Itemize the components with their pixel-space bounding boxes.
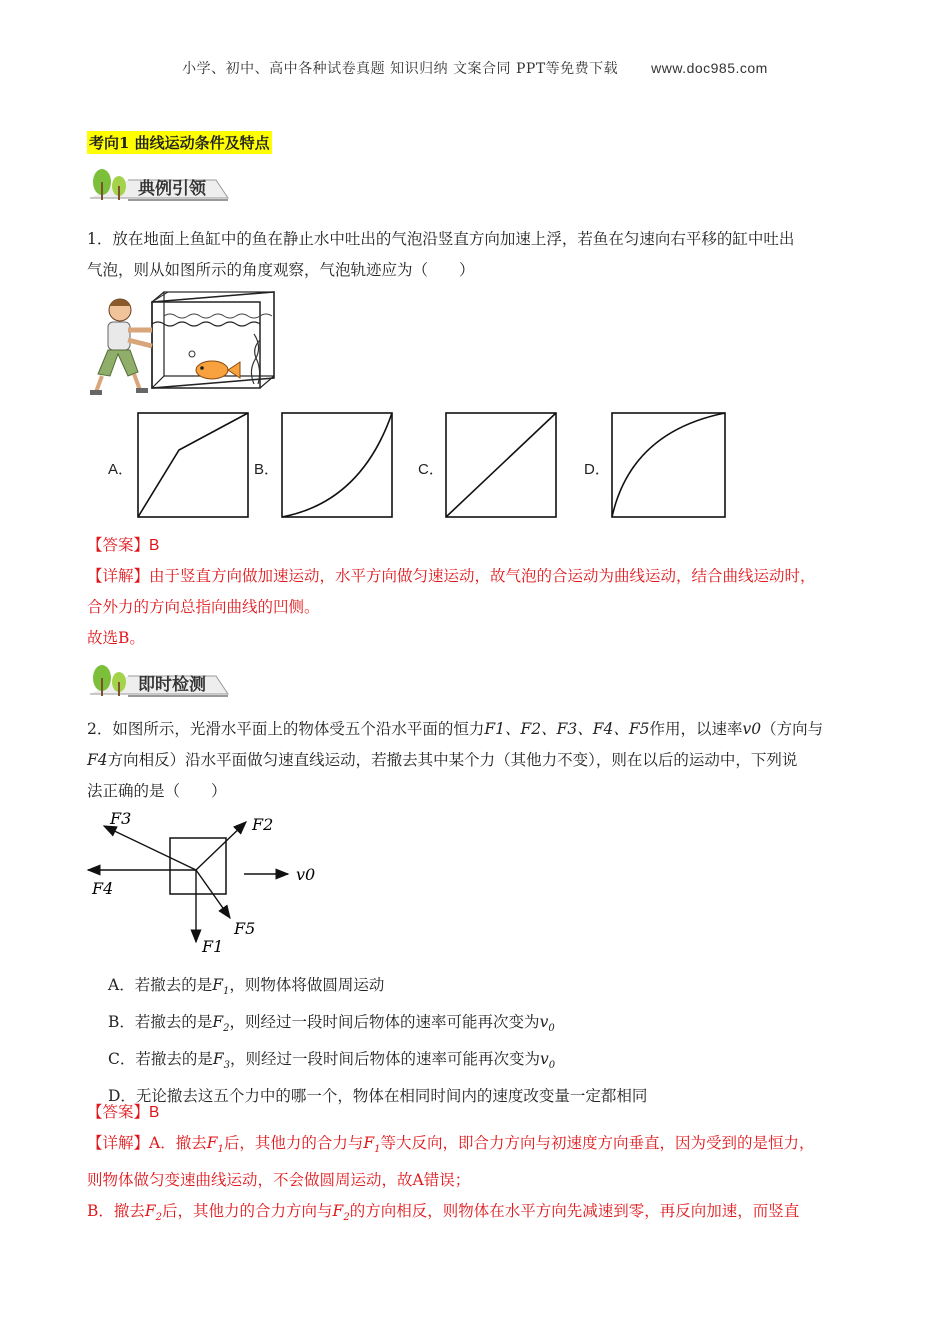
q2-option-b[interactable]: [108, 1007, 868, 1044]
header-text: 小学、初中、高中各种试卷真题 知识归纳 文案合同 PPT等免费下载: [182, 61, 619, 77]
q2-detail-b-3: 的方向相反，则物体在水平方向先减速到零，再反向加速，而竖直: [349, 1202, 800, 1221]
q2-detail-a-line1: [87, 1128, 877, 1165]
banner-check-label: 即时检测: [138, 675, 206, 695]
q2-detail-b-line1: [87, 1196, 877, 1233]
q2-answer: [87, 1097, 877, 1128]
q2-option-c-sub: 3: [223, 1060, 231, 1072]
q2-stem: [87, 714, 877, 807]
label-v0: v0: [296, 865, 316, 884]
q2-line1: [87, 714, 877, 745]
q2-answer-block: [87, 1097, 877, 1233]
f2-arrow: [196, 822, 246, 870]
section-title: 考向1 曲线运动条件及特点: [87, 131, 272, 154]
q2-detail-a-f1: F: [206, 1134, 218, 1152]
q2-detail-b-f2: F: [144, 1202, 156, 1221]
q2-detail-a-sub1: 1: [217, 1144, 224, 1156]
q2-answer-value: B: [149, 1104, 160, 1121]
f3-arrow: [104, 826, 196, 870]
q2-forces: F1、F2、F3、F4、F5: [484, 720, 650, 738]
q1-detail-line1: [87, 561, 877, 592]
q2-option-c-post: ，则经过一段时间后物体的速率可能再次变为: [230, 1050, 541, 1069]
q2-detail-a-1: A．撤去: [149, 1134, 207, 1152]
q1-option-d-label[interactable]: D．: [584, 461, 610, 478]
q2-option-b-sub: 2: [223, 1023, 230, 1035]
q1-answer-block: [87, 530, 877, 654]
label-f5: F5: [234, 919, 256, 938]
q2-option-c-vsub: 0: [548, 1060, 556, 1072]
q1-answer-value: B: [149, 537, 160, 554]
page-header: [0, 58, 950, 78]
label-f1: F1: [202, 937, 224, 956]
q2-detail-b-f2b: F: [332, 1202, 344, 1221]
banner-examples: [88, 168, 233, 202]
q2-line1-a: 2．如图所示，光滑水平面上的物体受五个沿水平面的恒力: [87, 720, 485, 738]
q2-option-a-sub: 1: [222, 986, 230, 998]
q2-detail-b-2: 后，其他力的合力方向与: [162, 1202, 333, 1221]
q2-detail-b-1: B．撤去: [87, 1202, 145, 1221]
q2-v0: v0: [742, 720, 762, 738]
q2-option-c-v: v: [540, 1050, 549, 1069]
label-f3: F3: [110, 809, 132, 828]
q2-detail-b-sub2: 2: [155, 1212, 163, 1224]
q2-option-a[interactable]: [108, 970, 868, 1007]
q2-detail-a-2: 后，其他力的合力与: [223, 1134, 364, 1152]
q2-option-c[interactable]: [108, 1044, 868, 1081]
q2-detail-label: 【详解】: [87, 1134, 150, 1152]
force-diagram: [84, 808, 324, 958]
q1-option-d-graph[interactable]: [611, 412, 726, 518]
q1-option-b-label[interactable]: B．: [254, 461, 280, 478]
q2-option-d[interactable]: D．无论撤去这五个力中的哪一个，物体在相同时间内的速度改变量一定都相同: [108, 1087, 648, 1106]
q2-options: [108, 970, 868, 1112]
q1-option-c-graph[interactable]: [445, 412, 557, 518]
q1-detail-label: 【详解】: [87, 567, 150, 585]
q2-option-c-pre: C．若撤去的是: [108, 1050, 213, 1069]
q1-option-c-label[interactable]: C．: [418, 461, 444, 478]
banner-examples-label: 典例引领: [138, 179, 206, 199]
q2-option-b-post: ，则经过一段时间后物体的速率可能再次变为: [229, 1013, 540, 1032]
q2-detail-a-line2: 则物体做匀变速曲线运动，不会做圆周运动，故A错误；: [87, 1171, 471, 1190]
q2-option-b-pre: B．若撤去的是: [108, 1013, 213, 1032]
q2-option-a-pre: A．若撤去的是: [108, 976, 213, 994]
q1-answer-label: 【答案】: [87, 536, 150, 554]
q2-answer-label: 【答案】: [87, 1103, 150, 1121]
q1-detail-text1: 由于竖直方向做加速运动，水平方向做匀速运动，故气泡的合运动为曲线运动，结合曲线运动时，: [149, 567, 816, 585]
label-f2: F2: [252, 815, 274, 834]
header-site[interactable]: www.doc985.com: [651, 60, 768, 76]
q1-option-a-graph[interactable]: [137, 412, 249, 518]
q1-stem: [87, 224, 877, 286]
q2-line1-b: 作用，以速率: [649, 720, 743, 738]
q1-option-b-graph[interactable]: [281, 412, 393, 518]
q2-option-a-f: F: [212, 976, 223, 994]
q2-line1-c: （方向与: [761, 720, 824, 738]
q2-line3: 法正确的是（ ）: [87, 782, 227, 800]
q2-detail-a-3: 等大反向，即合力方向与初速度方向垂直，因为受到的是恒力，: [380, 1134, 815, 1152]
q2-detail-b-sub2b: 2: [343, 1212, 350, 1224]
q2-detail-a-sub1b: 1: [374, 1144, 381, 1156]
q1-answer: [87, 530, 877, 561]
fish-tank-illustration: [88, 288, 288, 400]
banner-check: [88, 664, 233, 698]
label-f4: F4: [92, 879, 114, 898]
q1-line2: 气泡，则从如图所示的角度观察，气泡轨迹应为（ ）: [87, 261, 475, 279]
q2-line2-b: 方向相反）沿水平面做匀速直线运动，若撤去其中某个力（其他力不变），则在以后的运动中，下列说: [107, 751, 798, 769]
q1-option-a-label[interactable]: A．: [108, 461, 134, 478]
q2-option-c-f: F: [212, 1050, 224, 1069]
q2-line2: [87, 745, 877, 776]
q2-option-a-post: ，则物体将做圆周运动: [229, 976, 385, 994]
q1-line1: 1．放在地面上鱼缸中的鱼在静止水中吐出的气泡沿竖直方向加速上浮，若鱼在匀速向右平移的缸中吐出: [87, 230, 795, 248]
q2-detail-a-f1b: F: [363, 1134, 375, 1152]
block: [170, 838, 226, 894]
q2-option-b-vsub: 0: [548, 1023, 555, 1035]
q1-conclusion: 故选B。: [87, 629, 145, 647]
q2-f4: F4: [87, 751, 108, 769]
q2-option-b-f: F: [212, 1013, 224, 1032]
q1-detail-line2: 合外力的方向总指向曲线的凹侧。: [87, 598, 320, 616]
q2-option-b-v: v: [539, 1013, 549, 1032]
